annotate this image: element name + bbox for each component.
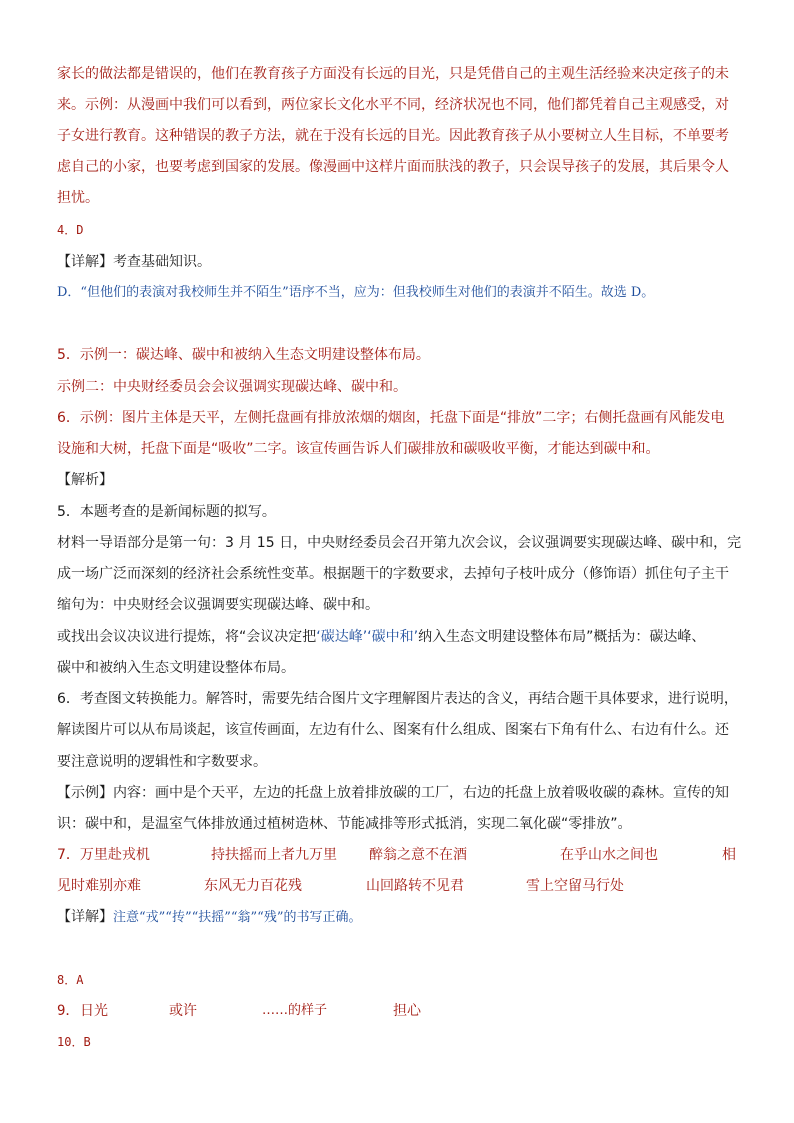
detail-tag: 【详解】: [57, 254, 113, 270]
q7-item: 见时难别亦难: [57, 878, 141, 894]
q5-answer-line: 示例二：中央财经委员会会议强调实现碳达峰、碳中和。: [57, 379, 407, 395]
q9-item: 或许: [169, 1003, 197, 1019]
q7-item: 醉翁之意不在酒: [369, 847, 467, 863]
q9-item: 日光: [80, 1003, 108, 1019]
analysis-tag: 【解析】: [57, 472, 113, 488]
q7-detail: [57, 907, 747, 928]
q4-explanation: D．“但他们的表演对我校师生并不陌生”语序不当，应为：但我校师生对他们的表演并不陌生。故选 D。: [57, 285, 655, 300]
intro-line: 家长的做法都是错误的，他们在教育孩子方面没有长远的目光，只是凭借自己的主观生活经验来决定孩子的未: [57, 66, 729, 82]
alt-text-a: 或找出会议决议进行提炼，将“会议决定把: [57, 629, 317, 645]
alt-text-b: 纳入生态文明建设整体布局”概括为：碳达峰、: [418, 629, 706, 645]
q7-item: 在乎山水之间也: [560, 847, 658, 863]
analysis-line: 要注意说明的逻辑性和字数要求。: [57, 754, 267, 770]
q9-item: 担心: [393, 1003, 421, 1019]
q8-answer: 8．A: [57, 973, 84, 987]
q7-item: 相: [722, 847, 736, 863]
analysis-line: 碳中和被纳入生态文明建设整体布局。: [57, 660, 295, 676]
detail-text: 考查基础知识。: [113, 254, 211, 270]
analysis-line: 解读图片可以从布局谈起，该宣传画面，左边有什么、图案有什么组成、图案右下角有什么、右边有什么。还: [57, 722, 729, 738]
q6-answer-line: 6．示例：图片主体是天平，左侧托盘画有排放浓烟的烟囱，托盘下面是“排放”二字；右侧托盘画有风能发电: [57, 410, 725, 426]
analysis-line: 缩句为：中央财经会议强调要实现碳达峰、碳中和。: [57, 597, 379, 613]
example-line: [57, 783, 747, 803]
q7-item: 东风无力百花残: [204, 878, 302, 894]
example-line: 识：碳中和，是温室气体排放通过植树造林、节能减排等形式抵消，实现二氧化碳“零排放”。: [57, 816, 632, 832]
alt-quote: ‘碳达峰’‘碳中和’: [316, 629, 419, 645]
intro-line: 来。示例：从漫画中我们可以看到，两位家长文化水平不同，经济状况也不同，他们都凭着自己主观感受，对: [57, 97, 729, 113]
intro-line: 子女进行教育。这种错误的教子方法，就在于没有长远的目光。因此教育孩子从小要树立人生目标，不单要考: [57, 128, 729, 144]
q4-answer: 4．D: [57, 223, 84, 237]
analysis-line: 6．考查图文转换能力。解答时，需要先结合图片文字理解图片表达的含义，再结合题干具体要求，进行说明，: [57, 691, 738, 707]
detail-tag: 【详解】: [57, 909, 113, 925]
example-text: 内容：画中是个天平，左边的托盘上放着排放碳的工厂，右边的托盘上放着吸收碳的森林。宣传的知: [113, 785, 729, 801]
q7-item: 持扶摇而上者九万里: [211, 847, 337, 863]
analysis-line: 5．本题考查的是新闻标题的拟写。: [57, 504, 276, 520]
q10-answer: 10．B: [57, 1035, 91, 1049]
example-tag: 【示例】: [57, 785, 113, 801]
analysis-alt-line: [57, 627, 747, 647]
q6-answer-line: 设施和大树，托盘下面是“吸收”二字。该宣传画告诉人们碳排放和碳吸收平衡，才能达到碳中和。: [57, 441, 660, 457]
analysis-line: 成一场广泛而深刻的经济社会系统性变革。根据题干的字数要求，去掉句子枝叶成分（修饰语）抓住句子主干: [57, 566, 729, 582]
q7-item: 7．万里赴戎机: [57, 847, 150, 863]
q9-number: 9．: [57, 1003, 80, 1019]
q5-answer-line: 5．示例一：碳达峰、碳中和被纳入生态文明建设整体布局。: [57, 347, 430, 363]
q9-item: ……的样子: [262, 1003, 328, 1018]
q7-item: 山回路转不见君: [366, 878, 464, 894]
q4-detail: [57, 252, 747, 272]
intro-line: 担忧。: [57, 190, 99, 206]
intro-line: 虑自己的小家，也要考虑到国家的发展。像漫画中这样片面而肤浅的教子，只会误导孩子的发展，其后果令人: [57, 159, 729, 175]
detail-text: 注意“戎”“抟”“扶摇”“翁”“残”的书写正确。: [113, 910, 362, 925]
analysis-line: 材料一导语部分是第一句：3 月 15 日，中央财经委员会召开第九次会议，会议强调要实现碳达峰、碳中和，完: [57, 535, 742, 551]
q7-item: 雪上空留马行处: [526, 878, 624, 894]
